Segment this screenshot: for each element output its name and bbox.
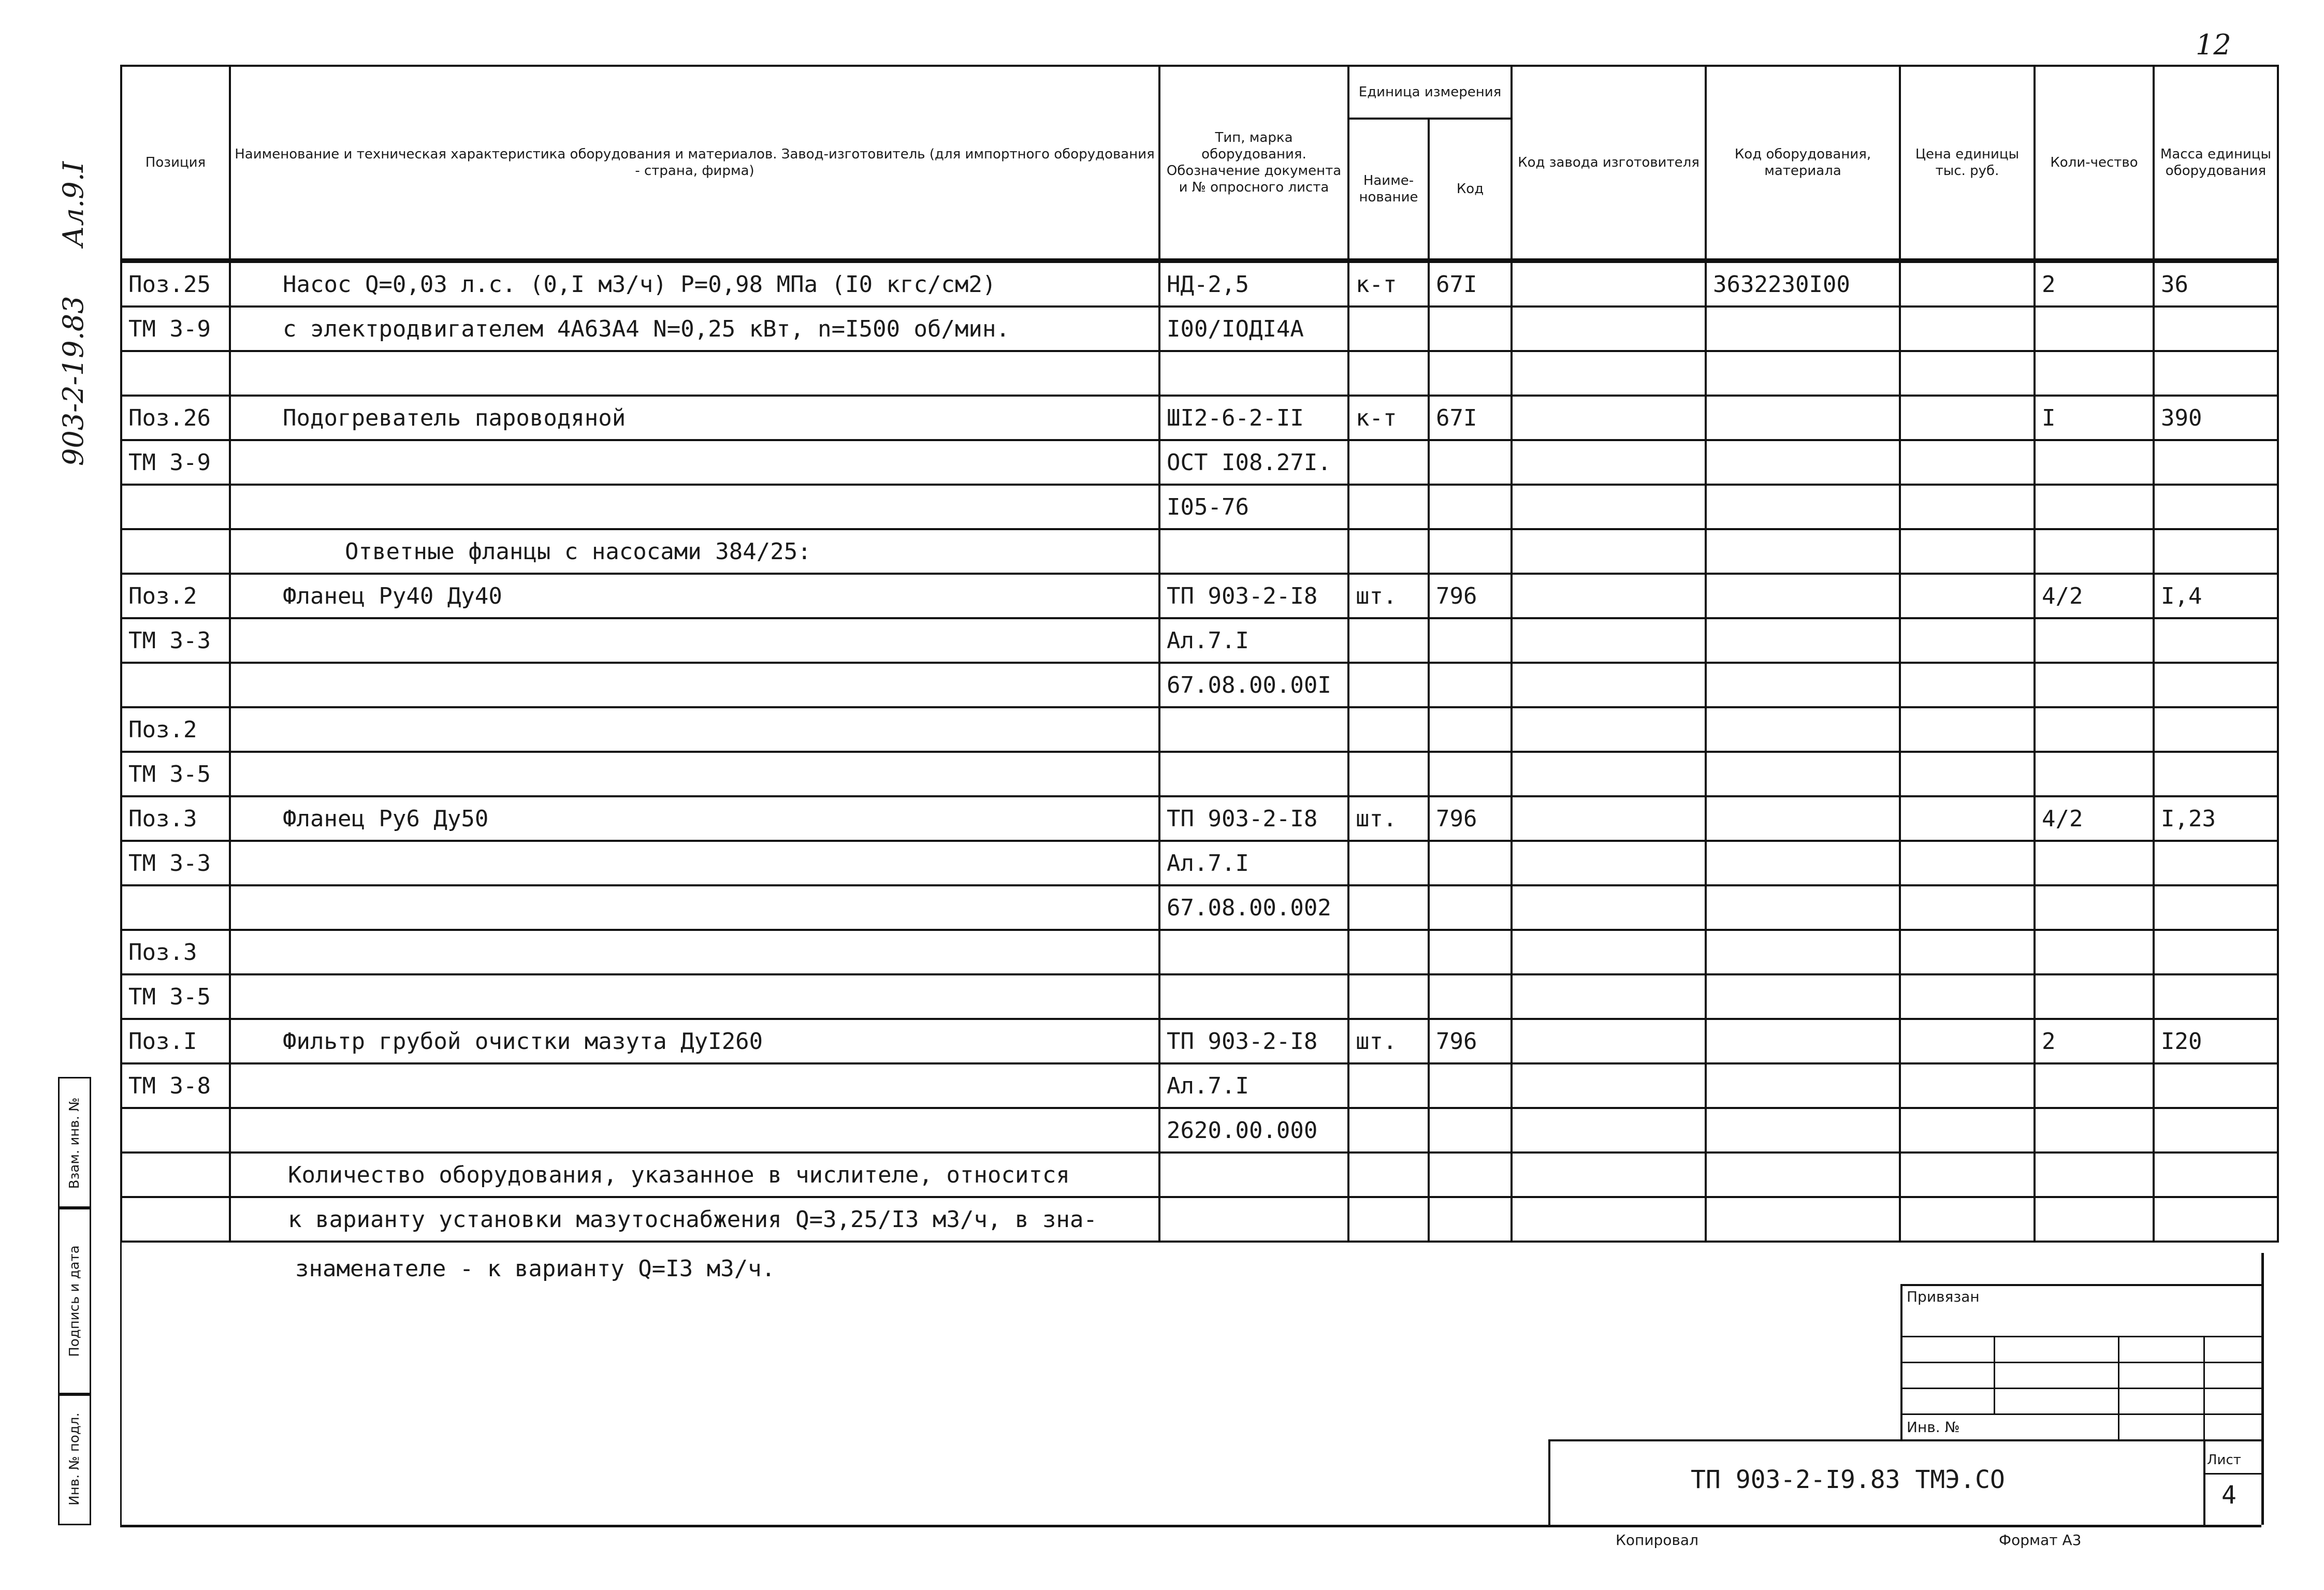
cell-code [1429,485,1512,529]
cell-name [230,707,1159,752]
cell-mass: 390 [2154,396,2278,440]
header-name: Наименование и техническая характеристика оборудования и материалов. Завод-изготовитель (для импортного оборудования - страна, фирма) [230,66,1159,261]
cell-name [230,841,1159,885]
cell-mass [2154,618,2278,663]
cell-plant [1512,974,1706,1019]
side-code [57,162,90,466]
cell-plant [1512,796,1706,841]
note-tail: знаменателе - к варианту Q=I3 м3/ч. [295,1256,776,1282]
cell-plant [1512,618,1706,663]
cell-code [1429,752,1512,796]
cell-equip [1706,1063,1900,1108]
header-qty: Коли-чество [2035,66,2154,261]
cell-plant [1512,930,1706,974]
cell-name [230,618,1159,663]
cell-pos: ТМ 3-3 [121,618,230,663]
cell-pos [121,1197,230,1242]
cell-unit [1348,1108,1429,1153]
header-equip-code: Код оборудования, материала [1706,66,1900,261]
cell-code: 67I [1429,261,1512,307]
cell-plant [1512,707,1706,752]
cell-name [230,440,1159,485]
cell-unit: шт. [1348,1019,1429,1063]
cell-code [1429,307,1512,351]
copied-label: Копировал [1616,1531,1698,1549]
cell-pos [121,1153,230,1197]
cell-type: ТП 903-2-I8 [1159,796,1348,841]
cell-mass [2154,307,2278,351]
cell-equip [1706,485,1900,529]
cell-pos: ТМ 3-9 [121,307,230,351]
cell-qty [2035,351,2154,396]
cell-code: 796 [1429,796,1512,841]
cell-price [1900,930,2035,974]
cell-qty [2035,930,2154,974]
cell-mass [2154,1197,2278,1242]
cell-mass [2154,529,2278,574]
table-row [121,618,2278,663]
cell-unit: шт. [1348,574,1429,618]
cell-mass: I20 [2154,1019,2278,1063]
cell-mass [2154,1153,2278,1197]
cell-name: Фланец Ру6 Ду50 [230,796,1159,841]
cell-type [1159,752,1348,796]
cell-name: Насос Q=0,03 л.с. (0,I м3/ч) P=0,98 МПа (I0 кгс/см2) [230,261,1159,307]
cell-plant [1512,885,1706,930]
cell-price [1900,1019,2035,1063]
cell-qty: 2 [2035,261,2154,307]
table-row [121,529,2278,574]
cell-price [1900,261,2035,307]
header-unit-code: Код [1429,119,1512,261]
table-row [121,1063,2278,1108]
cell-price [1900,440,2035,485]
cell-plant [1512,752,1706,796]
cell-name [230,1108,1159,1153]
cell-pos: Поз.2 [121,574,230,618]
cell-unit [1348,351,1429,396]
cell-plant [1512,351,1706,396]
cell-equip [1706,574,1900,618]
cell-plant [1512,485,1706,529]
header-price: Цена единицы тыс. руб. [1900,66,2035,261]
cell-qty [2035,974,2154,1019]
cell-mass [2154,885,2278,930]
cell-equip [1706,930,1900,974]
cell-equip [1706,707,1900,752]
cell-equip [1706,1108,1900,1153]
cell-qty [2035,618,2154,663]
cell-code [1429,1153,1512,1197]
cell-unit [1348,974,1429,1019]
frame-right [2261,1253,2264,1525]
cell-code [1429,974,1512,1019]
cell-type: ТП 903-2-I8 [1159,1019,1348,1063]
cell-type: ШI2-6-2-II [1159,396,1348,440]
cell-qty [2035,529,2154,574]
cell-type: Ал.7.I [1159,1063,1348,1108]
cell-qty [2035,663,2154,707]
table-row [121,351,2278,396]
cell-qty [2035,1153,2154,1197]
cell-name: Количество оборудования, указанное в числителе, относится [230,1153,1159,1197]
table-row [121,1153,2278,1197]
cell-type [1159,351,1348,396]
frame-left [120,1243,122,1525]
table-row [121,974,2278,1019]
cell-code [1429,885,1512,930]
cell-code [1429,351,1512,396]
cell-equip [1706,351,1900,396]
cell-unit: к-т [1348,396,1429,440]
cell-mass: I,23 [2154,796,2278,841]
cell-mass [2154,930,2278,974]
cell-qty: I [2035,396,2154,440]
cell-plant [1512,440,1706,485]
sheet-label: Лист [2207,1452,2241,1468]
side-code-album: Ал.9.I [57,161,90,247]
table-row [121,841,2278,885]
side-code-project: 903-2-19.83 [57,296,90,466]
cell-equip [1706,796,1900,841]
cell-code [1429,841,1512,885]
cell-code [1429,663,1512,707]
cell-mass [2154,974,2278,1019]
cell-name [230,663,1159,707]
cell-type: 67.08.00.002 [1159,885,1348,930]
cell-unit [1348,1197,1429,1242]
cell-code [1429,1197,1512,1242]
cell-mass [2154,841,2278,885]
cell-unit [1348,707,1429,752]
cell-equip: 3632230I00 [1706,261,1900,307]
cell-pos [121,485,230,529]
cell-qty [2035,485,2154,529]
cell-code: 796 [1429,1019,1512,1063]
cell-unit [1348,752,1429,796]
cell-type: 2620.00.000 [1159,1108,1348,1153]
cell-type: 67.08.00.00I [1159,663,1348,707]
cell-type: Ал.7.I [1159,618,1348,663]
cell-name [230,485,1159,529]
cell-mass [2154,663,2278,707]
cell-mass [2154,485,2278,529]
cell-type: НД-2,5 [1159,261,1348,307]
cell-price [1900,974,2035,1019]
cell-mass [2154,440,2278,485]
cell-pos: Поз.25 [121,261,230,307]
cell-price [1900,529,2035,574]
cell-equip [1706,618,1900,663]
cell-type: Ал.7.I [1159,841,1348,885]
cell-unit [1348,1063,1429,1108]
cell-name: к варианту установки мазутоснабжения Q=3,25/I3 м3/ч, в зна- [230,1197,1159,1242]
cell-unit [1348,485,1429,529]
cell-price [1900,796,2035,841]
cell-price [1900,752,2035,796]
format-label: Формат А3 [1999,1531,2082,1549]
cell-pos: Поз.2 [121,707,230,752]
sheet-number: 4 [2221,1481,2236,1510]
cell-code [1429,1108,1512,1153]
cell-type: ТП 903-2-I8 [1159,574,1348,618]
cell-price [1900,1197,2035,1242]
cell-unit [1348,529,1429,574]
cell-unit [1348,841,1429,885]
table-row [121,1108,2278,1153]
cell-plant [1512,261,1706,307]
cell-name: с электродвигателем 4А63А4 N=0,25 кВт, n=I500 об/мин. [230,307,1159,351]
cell-qty [2035,841,2154,885]
table-row [121,261,2278,307]
cell-type [1159,1197,1348,1242]
header-type: Тип, марка оборудования. Обозначение документа и № опросного листа [1159,66,1348,261]
cell-price [1900,396,2035,440]
cell-pos [121,663,230,707]
cell-price [1900,618,2035,663]
cell-pos: Поз.3 [121,796,230,841]
cell-code [1429,930,1512,974]
cell-mass [2154,1063,2278,1108]
header-unit-group: Единица измерения [1348,66,1512,119]
cell-name [230,930,1159,974]
table-row [121,752,2278,796]
cell-unit [1348,930,1429,974]
table-row [121,930,2278,974]
cell-qty: 4/2 [2035,796,2154,841]
cell-pos [121,1108,230,1153]
cell-pos [121,885,230,930]
cell-qty [2035,1063,2154,1108]
cell-unit: к-т [1348,261,1429,307]
table-row [121,796,2278,841]
inv-label: Инв. № [1907,1419,1960,1436]
cell-type: I00/IОДI4А [1159,307,1348,351]
header-mass: Масса единицы оборудования [2154,66,2278,261]
cell-price [1900,1108,2035,1153]
table-row [121,663,2278,707]
cell-pos: ТМ 3-5 [121,752,230,796]
cell-plant [1512,1153,1706,1197]
cell-pos: Поз.I [121,1019,230,1063]
cell-price [1900,307,2035,351]
cell-type [1159,1153,1348,1197]
cell-pos: ТМ 3-5 [121,974,230,1019]
header-unit-name: Наиме-нование [1348,119,1429,261]
cell-mass [2154,351,2278,396]
cell-type: ОСТ I08.27I. [1159,440,1348,485]
cell-plant [1512,529,1706,574]
cell-equip [1706,1019,1900,1063]
cell-pos: Поз.26 [121,396,230,440]
cell-pos: ТМ 3-9 [121,440,230,485]
cell-code [1429,618,1512,663]
cell-qty [2035,440,2154,485]
cell-equip [1706,529,1900,574]
page-number: 12 [2196,28,2231,61]
cell-price [1900,885,2035,930]
cell-unit [1348,307,1429,351]
cell-price [1900,1153,2035,1197]
cell-type [1159,529,1348,574]
cell-qty [2035,885,2154,930]
cell-unit [1348,663,1429,707]
cell-name: Ответные фланцы с насосами 384/25: [230,529,1159,574]
cell-equip [1706,307,1900,351]
cell-mass [2154,752,2278,796]
cell-equip [1706,974,1900,1019]
cell-pos [121,351,230,396]
cell-name: Фильтр грубой очистки мазута ДуI260 [230,1019,1159,1063]
cell-price [1900,574,2035,618]
cell-code: 796 [1429,574,1512,618]
cell-name [230,885,1159,930]
cell-code [1429,440,1512,485]
header-position: Позиция [121,66,230,261]
cell-qty [2035,1197,2154,1242]
cell-price [1900,485,2035,529]
cell-unit: шт. [1348,796,1429,841]
tied-label: Привязан [1907,1288,1980,1305]
cell-plant [1512,663,1706,707]
cell-code [1429,707,1512,752]
cell-unit [1348,1153,1429,1197]
stamp-signature-date: Подпись и дата [58,1206,91,1396]
cell-plant [1512,1108,1706,1153]
equipment-table [120,65,2279,1243]
table-row [121,485,2278,529]
cell-price [1900,1063,2035,1108]
cell-type [1159,930,1348,974]
cell-unit [1348,618,1429,663]
frame-bottom [120,1525,2261,1527]
cell-plant [1512,841,1706,885]
cell-code [1429,529,1512,574]
stamp-inv-original: Инв. № подл. [58,1393,91,1525]
cell-unit [1348,440,1429,485]
cell-code [1429,1063,1512,1108]
table-row [121,1197,2278,1242]
cell-code: 67I [1429,396,1512,440]
cell-name [230,351,1159,396]
document-code: ТП 903-2-I9.83 ТМЭ.СО [1691,1465,2005,1494]
cell-pos: ТМ 3-3 [121,841,230,885]
cell-price [1900,351,2035,396]
cell-name: Подогреватель пароводяной [230,396,1159,440]
cell-qty: 2 [2035,1019,2154,1063]
cell-mass [2154,707,2278,752]
table-row [121,707,2278,752]
header-plant-code: Код завода изготовителя [1512,66,1706,261]
cell-equip [1706,1197,1900,1242]
table-row [121,885,2278,930]
cell-name [230,1063,1159,1108]
cell-plant [1512,396,1706,440]
cell-name [230,974,1159,1019]
cell-equip [1706,663,1900,707]
cell-plant [1512,307,1706,351]
cell-plant [1512,574,1706,618]
cell-pos: Поз.3 [121,930,230,974]
cell-type [1159,974,1348,1019]
cell-price [1900,707,2035,752]
stamp-replace-inv: Взам. инв. № [58,1077,91,1209]
cell-pos: ТМ 3-8 [121,1063,230,1108]
cell-name: Фланец Ру40 Ду40 [230,574,1159,618]
cell-plant [1512,1063,1706,1108]
table-row [121,440,2278,485]
cell-name [230,752,1159,796]
cell-pos [121,529,230,574]
cell-mass: I,4 [2154,574,2278,618]
cell-price [1900,841,2035,885]
cell-equip [1706,1153,1900,1197]
cell-type [1159,707,1348,752]
table-row [121,574,2278,618]
cell-mass: 36 [2154,261,2278,307]
cell-equip [1706,841,1900,885]
cell-price [1900,663,2035,707]
cell-equip [1706,885,1900,930]
table-row [121,307,2278,351]
table-body [121,261,2278,1242]
cell-plant [1512,1019,1706,1063]
cell-qty [2035,752,2154,796]
table-row [121,396,2278,440]
cell-qty [2035,707,2154,752]
cell-mass [2154,1108,2278,1153]
cell-unit [1348,885,1429,930]
cell-equip [1706,752,1900,796]
cell-qty [2035,307,2154,351]
cell-plant [1512,1197,1706,1242]
table-row [121,1019,2278,1063]
cell-qty [2035,1108,2154,1153]
cell-qty: 4/2 [2035,574,2154,618]
cell-type: I05-76 [1159,485,1348,529]
cell-equip [1706,440,1900,485]
cell-equip [1706,396,1900,440]
